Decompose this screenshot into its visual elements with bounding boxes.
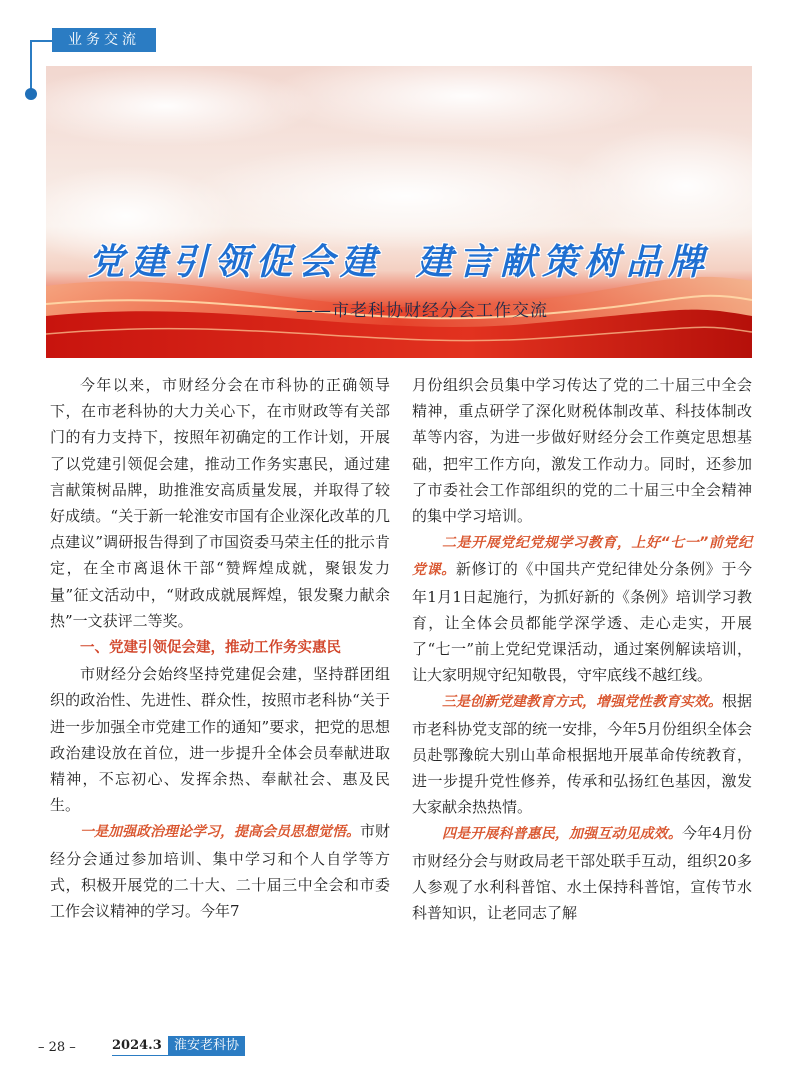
subheading: 二是开展党纪党规学习教育，上好“七一”前党纪党课。 xyxy=(412,535,752,579)
banner-title-part1: 党建引领促会建 xyxy=(87,242,382,283)
paragraph: 三是创新党建教育方式，增强党性教育实效。根据市老科协党支部的统一安排，今年5月份组织全体会员赴鄂豫皖大别山革命根据地开展革命传统教育，进一步提升党性修养，传承和弘扬红色基因，激发大家献余热热情。 xyxy=(412,692,753,817)
paragraph: 月份组织会员集中学习传达了党的二十届三中全会精神，重点研学了深化财税体制改革、科技体制改革等内容，为进一步做好财经分会工作奠定思想基础，把牢工作方向，激发工作动力。同时，还参加了市委社会工作部组织的党的二十届三中全会精神的集中学习培训。 xyxy=(412,376,752,526)
banner xyxy=(46,66,752,358)
page-footer xyxy=(20,1036,320,1060)
subheading: 三是创新党建教育方式，增强党性教育实效。 xyxy=(442,694,722,711)
banner-subtitle: ——市老科协财经分会工作交流 xyxy=(296,301,548,321)
paragraph: 一是加强政治理论学习，提高会员思想觉悟。市财经分会通过参加培训、集中学习和个人自学等方式，积极开展党的二十大、二十届三中全会和市委工作会议精神的学习。今年7 xyxy=(50,822,391,921)
footer-rule xyxy=(112,1055,168,1056)
banner-title xyxy=(46,234,752,285)
section-heading: 一、党建引领促会建，推动工作务实惠民 xyxy=(80,640,341,657)
subheading: 一是加强政治理论学习，提高会员思想觉悟。 xyxy=(80,824,360,841)
page-number: – 28 – xyxy=(38,1040,76,1055)
header-vertical-rule xyxy=(30,40,32,92)
header-dot xyxy=(25,88,37,100)
article-left-column xyxy=(50,372,390,924)
magazine-name: 淮安老科协 xyxy=(168,1036,245,1056)
paragraph: 四是开展科普惠民，加强互动见成效。今年4月份市财经分会与财政局老干部处联手互动，组织20多人参观了水利科普馆、水土保持科普馆，宣传节水科普知识，让老同志了解 xyxy=(412,824,753,923)
header-rule xyxy=(30,40,52,42)
subheading: 四是开展科普惠民，加强互动见成效。 xyxy=(442,826,682,843)
issue-number: 2024.3 xyxy=(112,1038,162,1053)
paragraph: 二是开展党纪党规学习教育，上好“七一”前党纪党课。新修订的《中国共产党纪律处分条例》于今年1月1日起施行，为抓好新的《条例》培训学习教育，让全体会员都能学深学透、走心走实，开展了“七一”前上党纪党课活动，通过案例解读培训，让大家明规守纪知敬畏，守牢底线不越红线。 xyxy=(412,535,752,685)
section-label: 业务交流 xyxy=(52,28,156,52)
article-right-column xyxy=(412,372,752,926)
paragraph: 今年以来，市财经分会在市科协的正确领导下，在市老科协的大力关心下，在市财政等有关部门的有力支持下，按照年初确定的工作计划，开展了以党建引领促会建，推动工作务实惠民，通过建言献策树品牌，助推淮安高质量发展，并取得了较好成绩。“关于新一轮淮安市国有企业深化改革的几点建议”调研报告得到了市国资委马荣主任的批示肯定，在全市离退休干部“赞辉煌成就，聚银发力量”征文活动中，“财政成就展辉煌，银发聚力献余热”一文获评二等奖。 xyxy=(50,376,390,630)
paragraph: 市财经分会始终坚持党建促会建，坚持群团组织的政治性、先进性、群众性，按照市老科协“关于进一步加强全市党建工作的通知”要求，把党的思想政治建设放在首位，进一步提升全体会员奉献进取精神，不忘初心、发挥余热、奉献社会、惠及民生。 xyxy=(50,665,390,815)
banner-title-part2: 建言献策树品牌 xyxy=(416,242,711,283)
